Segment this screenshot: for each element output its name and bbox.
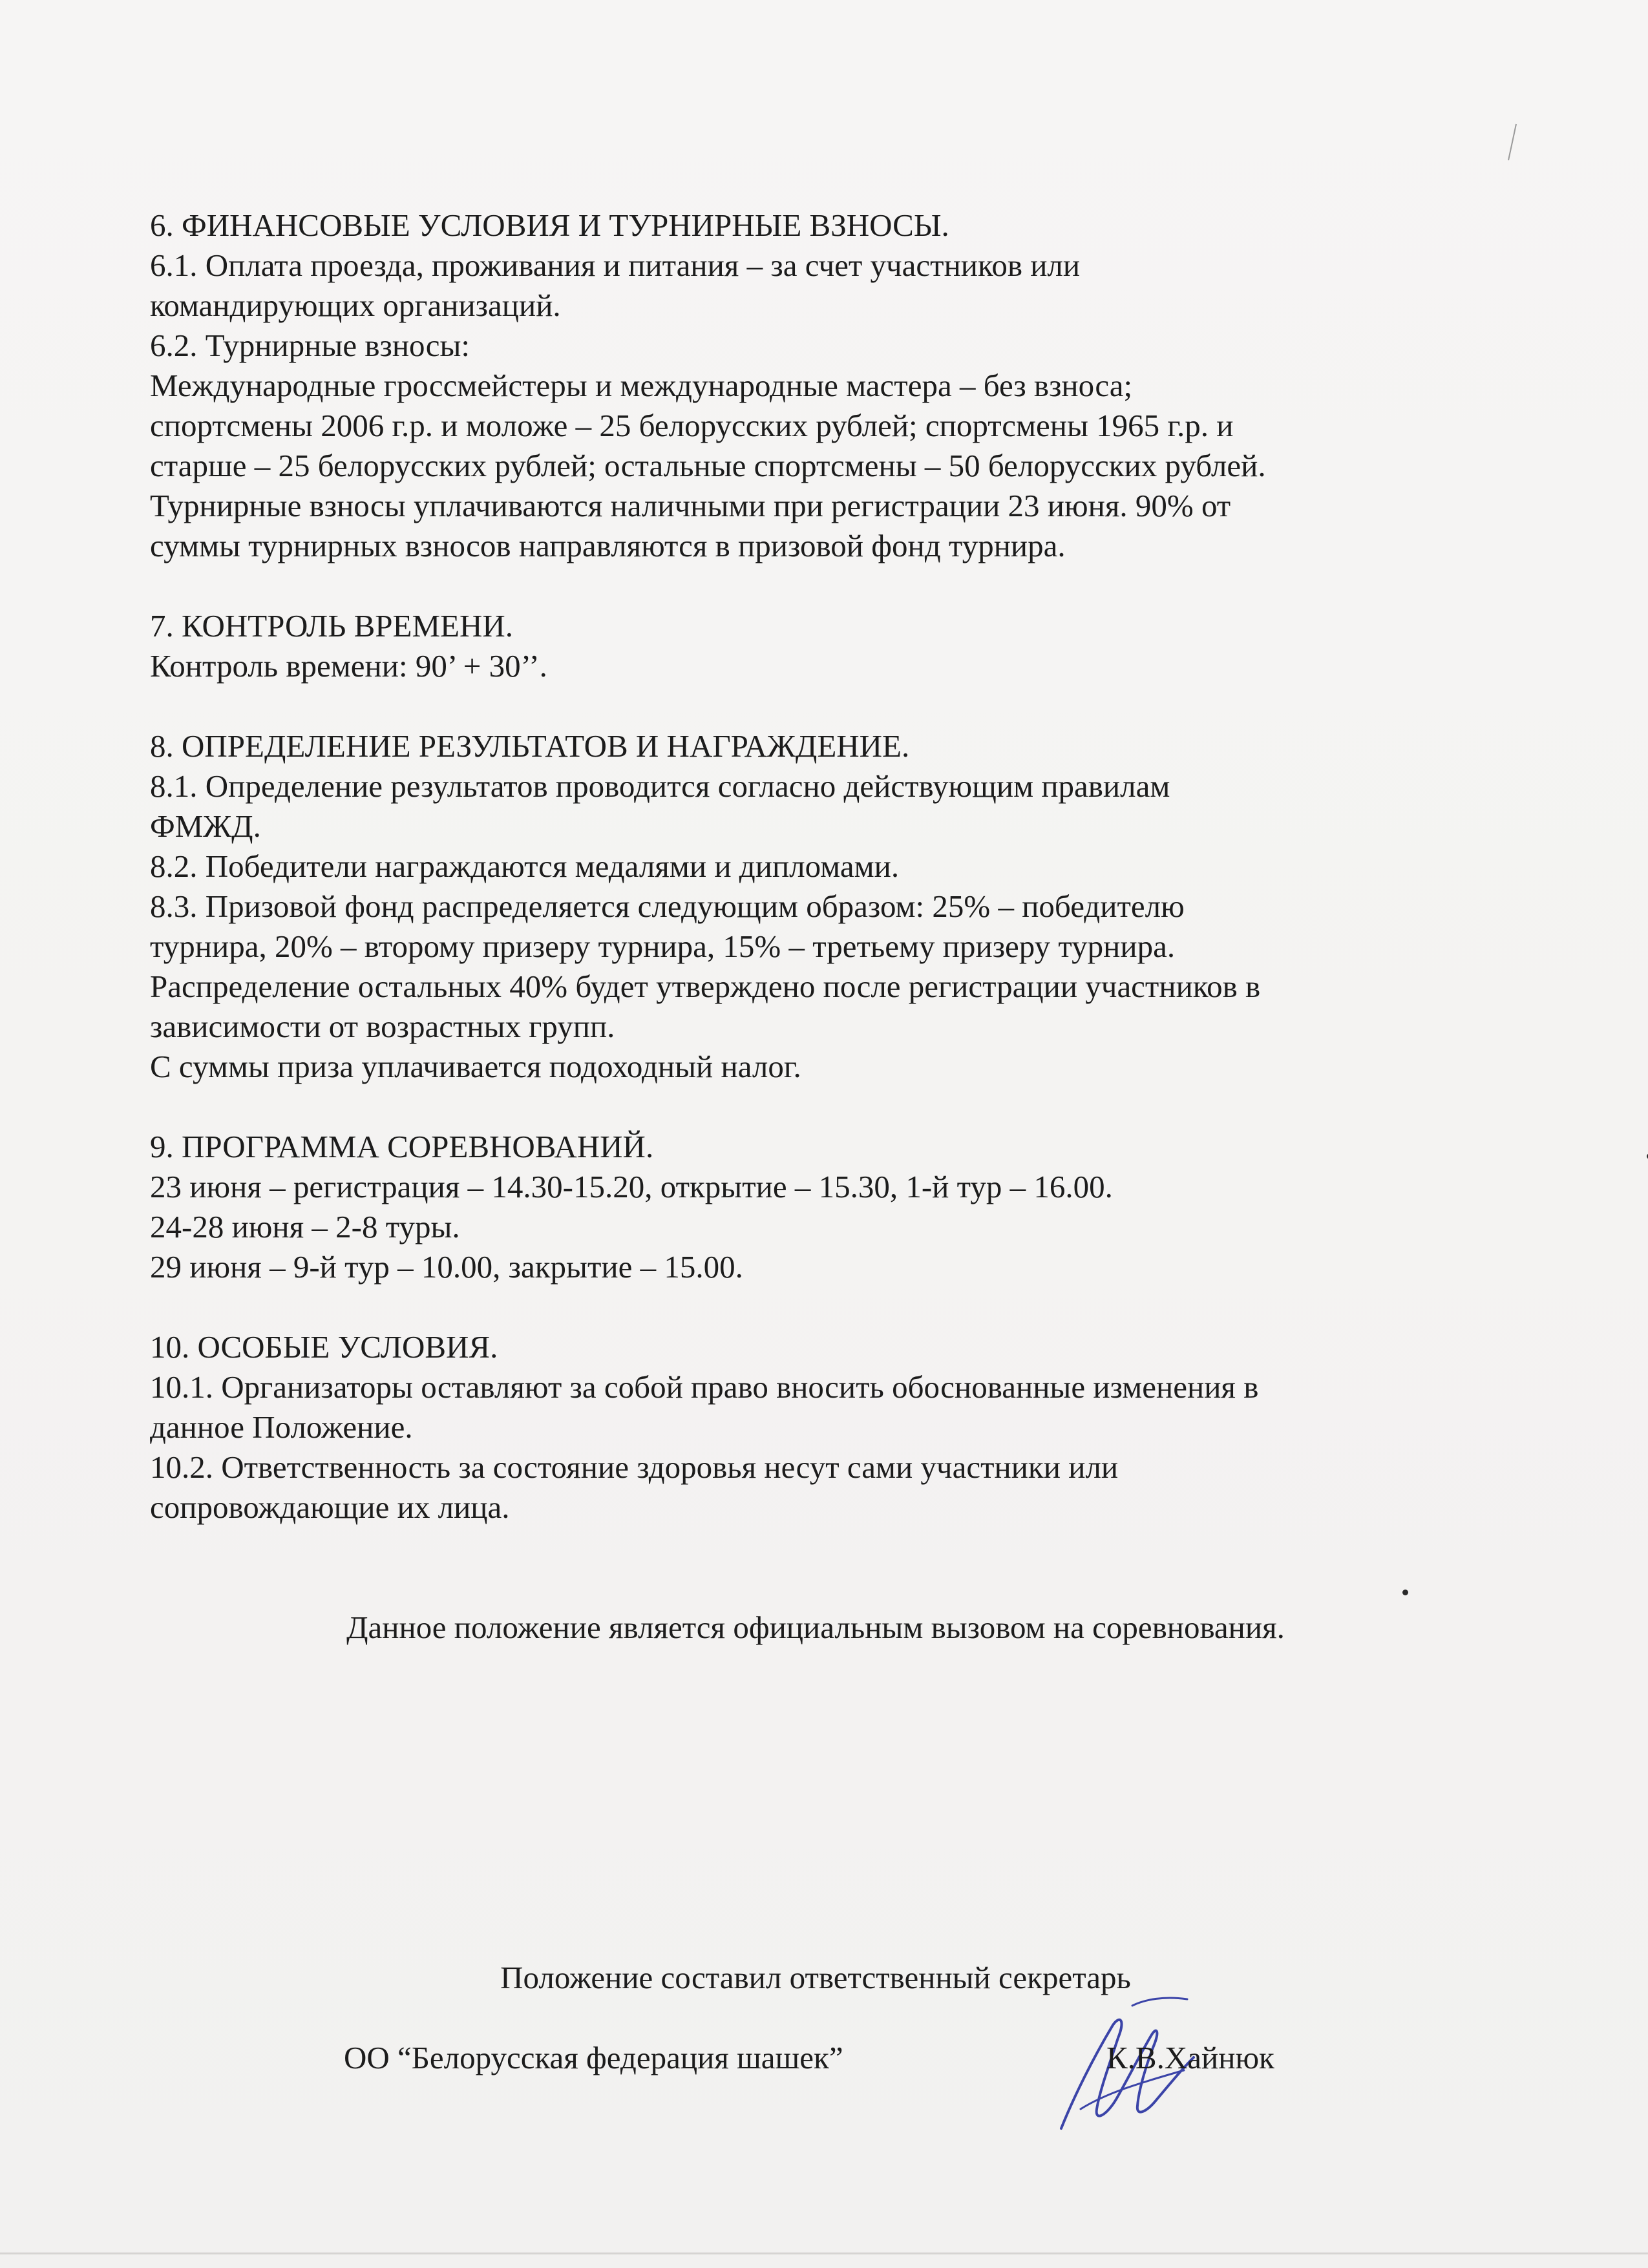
text-line: данное Положение. [150, 1409, 413, 1445]
spacer [150, 1287, 1481, 1327]
text-line: сопровождающие их лица. [150, 1489, 510, 1525]
text-line: 6.1. Оплата проезда, проживания и питания – за счет участников или [150, 247, 1081, 283]
text-line: 24-28 июня – 2-8 туры. [150, 1209, 460, 1244]
text-line: спортсмены 2006 г.р. и моложе – 25 белорусских рублей; спортсмены 1965 г.р. и [150, 408, 1234, 443]
spacer [150, 1087, 1481, 1127]
spacer [150, 566, 1481, 606]
text-line: Контроль времени: 90’ + 30’’. [150, 648, 547, 684]
spacer [150, 1528, 1481, 1568]
text-line: 29 июня – 9-й тур – 10.00, закрытие – 15.00. [150, 1249, 743, 1285]
signoff-block [150, 1958, 1481, 2078]
text-line: суммы турнирных взносов направляются в призовой фонд турнира. [150, 528, 1066, 563]
text-line: турнира, 20% – второму призеру турнира, 15% – третьему призеру турнира. [150, 929, 1176, 964]
document-body [150, 205, 1481, 1648]
text-line: 8.3. Призовой фонд распределяется следующим образом: 25% – победителю [150, 888, 1185, 924]
text-line: 23 июня – регистрация – 14.30-15.20, открытие – 15.30, 1-й тур – 16.00. [150, 1169, 1113, 1204]
text-line: командирующих организаций. [150, 288, 561, 323]
text-line: Турнирные взносы уплачиваются наличными при регистрации 23 июня. 90% от [150, 488, 1231, 523]
section-9-title: 9. ПРОГРАММА СОРЕВНОВАНИЙ. [150, 1129, 654, 1164]
scan-speck [1402, 1590, 1408, 1595]
text-line: 10.1. Организаторы оставляют за собой право вносить обоснованные изменения в [150, 1369, 1259, 1405]
text-line: С суммы приза уплачивается подоходный налог. [150, 1049, 801, 1084]
text-line: Международные гроссмейстеры и международные мастера – без взноса; [150, 368, 1133, 403]
section-7-title: 7. КОНТРОЛЬ ВРЕМЕНИ. [150, 608, 513, 644]
scan-edge [0, 2252, 1648, 2254]
signature-row [150, 2038, 1481, 2078]
signatory-name: К.В.Хайнюк [1106, 2040, 1274, 2075]
text-line: Распределение остальных 40% будет утверждено после регистрации участников в [150, 969, 1261, 1004]
text-line: 8.2. Победители награждаются медалями и дипломами. [150, 848, 900, 884]
section-6-title: 6. ФИНАНСОВЫЕ УСЛОВИЯ И ТУРНИРНЫЕ ВЗНОСЫ. [150, 207, 949, 243]
scan-mark [1506, 123, 1519, 162]
text-line: 10.2. Ответственность за состояние здоровья несут сами участники или [150, 1449, 1119, 1485]
text-line: ФМЖД. [150, 808, 261, 844]
official-call-statement: Данное положение является официальным вызовом на соревнования. [346, 1610, 1285, 1645]
section-10-title: 10. ОСОБЫЕ УСЛОВИЯ. [150, 1329, 498, 1365]
signoff-line: Положение составил ответственный секретарь [500, 1960, 1131, 1995]
text-line: 8.1. Определение результатов проводится согласно действующим правилам [150, 768, 1170, 804]
organization-name: ОО “Белорусская федерация шашек” [344, 2040, 843, 2075]
spacer [150, 686, 1481, 726]
spacer [150, 1568, 1481, 1608]
text-line: старше – 25 белорусских рублей; остальные спортсмены – 50 белорусских рублей. [150, 448, 1266, 483]
text-line: 6.2. Турнирные взносы: [150, 328, 470, 363]
text-line: зависимости от возрастных групп. [150, 1009, 615, 1044]
section-8-title: 8. ОПРЕДЕЛЕНИЕ РЕЗУЛЬТАТОВ И НАГРАЖДЕНИЕ. [150, 728, 910, 764]
